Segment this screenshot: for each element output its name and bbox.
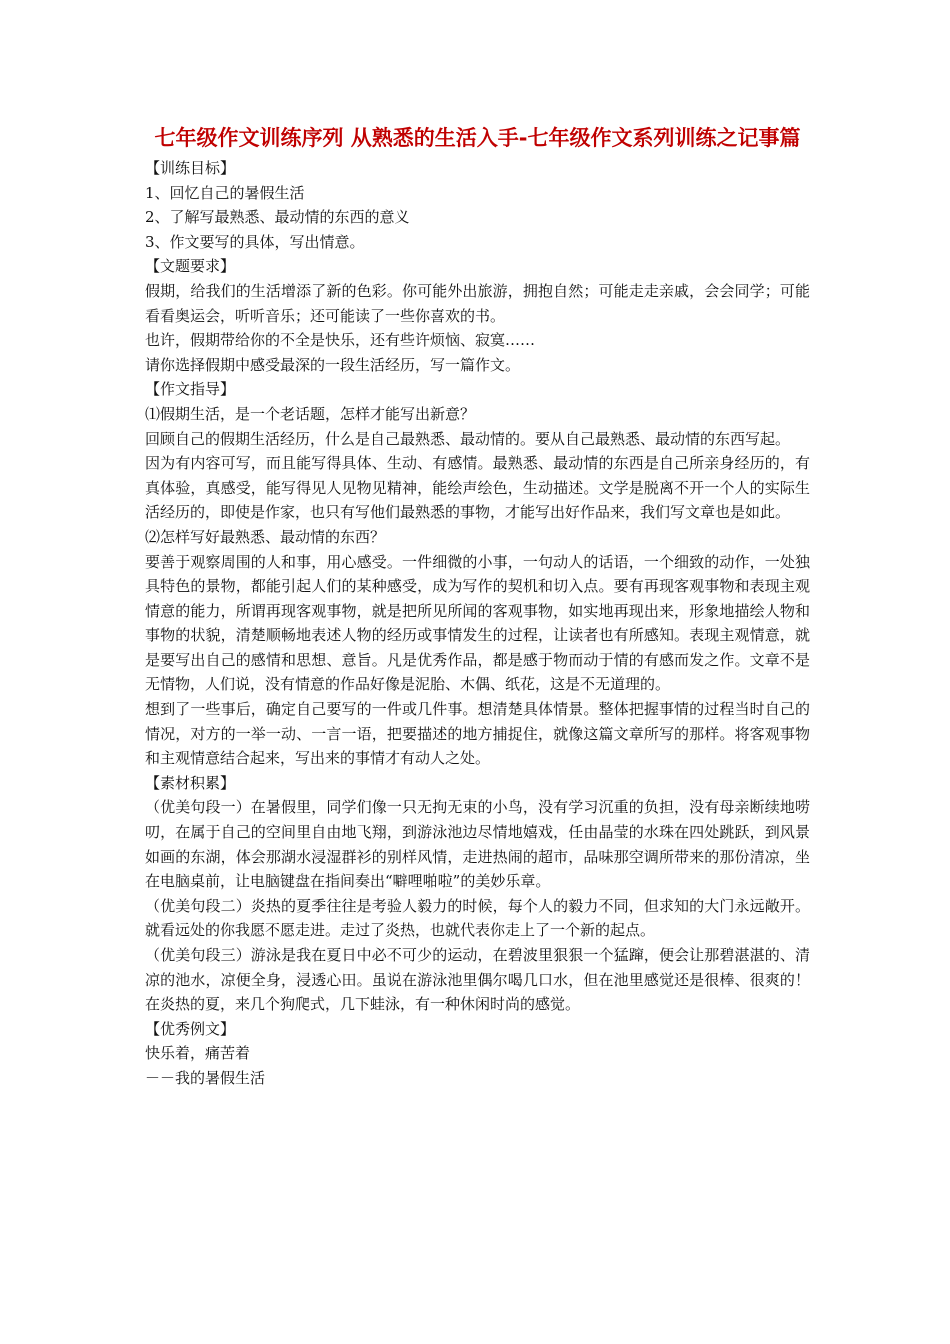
section-heading-material-accumulation: 【素材积累】	[145, 773, 236, 792]
paragraph: 要善于观察周围的人和事，用心感受。一件细微的小事，一句动人的话语，一个细致的动作，一处独具特色的景物，都能引起人们的某种感受，成为写作的契机和切入点。要有再现客观事物和表现主观情意的能力，所谓再现客观事物，就是把所见所闻的客观事物，如实地再现出来，形象地描绘人物和事物的状貌，清楚顺畅地表述人物的经历或事情发生的过程，让读者也有所感知。表现主观情意，就是要写出自己的感情和思想、意旨。凡是优秀作品，都是感于物而动于情的有感而发之作。文章不是无情物，人们说，没有情意的作品好像是泥胎、木偶、纸花，这是不无道理的。	[145, 552, 810, 694]
section-heading-writing-guidance: 【作文指导】	[145, 380, 236, 399]
essay-subtitle: －－我的暑假生活	[145, 1068, 266, 1087]
document-page	[145, 124, 810, 1091]
document-body	[145, 156, 810, 1091]
section-heading-sample-essay: 【优秀例文】	[145, 1019, 236, 1038]
paragraph: （优美句段二）炎热的夏季往往是考验人毅力的时候，每个人的毅力不同，但求知的大门永远敞开。就看远处的你我愿不愿走进。走过了炎热，也就代表你走上了一个新的起点。	[145, 896, 810, 940]
essay-title: 快乐着，痛苦着	[145, 1044, 251, 1063]
goal-item-2: 2、了解写最熟悉、最动情的东西的意义	[145, 208, 410, 227]
paragraph: 想到了一些事后，确定自己要写的一件或几件事。想清楚具体情景。整体把握事情的过程当时自己的情况，对方的一举一动、一言一语，把要描述的地方捕捉住，就像这篇文章所写的那样。将客观事物和主观情意结合起来，写出来的事情才有动人之处。	[145, 700, 810, 768]
paragraph: ⑵怎样写好最熟悉、最动情的东西？	[145, 527, 386, 546]
paragraph: （优美句段一）在暑假里，同学们像一只无拘无束的小鸟，没有学习沉重的负担，没有母亲断续地唠叨，在属于自己的空间里自由地飞翔，到游泳池边尽情地嬉戏，任由晶莹的水珠在四处跳跃，到风景如画的东湖，体会那湖水浸湿群衫的别样风情，走进热闹的超市，品味那空调所带来的那份清凉，坐在电脑桌前，让电脑键盘在指间奏出“噼哩啪啦”的美妙乐章。	[145, 798, 810, 891]
paragraph: （优美句段三）游泳是我在夏日中必不可少的运动，在碧波里狠狠一个猛蹿，便会让那碧湛湛的、清凉的池水，凉便全身，浸透心田。虽说在游泳池里偶尔喝几口水，但在池里感觉还是很棒、很爽的！在炎热的夏，来几个狗爬式，几下蛙泳，有一种休闲时尚的感觉。	[145, 946, 810, 1014]
paragraph: 因为有内容可写，而且能写得具体、生动、有感情。最熟悉、最动情的东西是自己所亲身经历的，有真体验，真感受，能写得见人见物见精神，能绘声绘色，生动描述。文学是脱离不开一个人的实际生活经历的，即使是作家，也只有写他们最熟悉的事物，才能写出好作品来，我们写文章也是如此。	[145, 454, 810, 522]
section-heading-training-goals: 【训练目标】	[145, 159, 236, 177]
goal-item-1: 1、回忆自己的暑假生活	[145, 183, 305, 202]
paragraph: 回顾自己的假期生活经历，什么是自己最熟悉、最动情的。要从自己最熟悉、最动情的东西写起。	[145, 429, 791, 448]
section-heading-topic-requirements: 【文题要求】	[145, 257, 236, 276]
paragraph: 请你选择假期中感受最深的一段生活经历，写一篇作文。	[145, 355, 521, 374]
paragraph: 假期，给我们的生活增添了新的色彩。你可能外出旅游，拥抱自然；可能走走亲戚，会会同学；可能看看奥运会，听听音乐；还可能读了一些你喜欢的书。	[145, 281, 810, 325]
goal-item-3: 3、作文要写的具体，写出情意。	[145, 232, 365, 251]
paragraph: ⑴假期生活，是一个老话题，怎样才能写出新意？	[145, 404, 476, 423]
paragraph: 也许，假期带给你的不全是快乐，还有些许烦恼、寂寞……	[145, 331, 536, 350]
document-title: 七年级作文训练序列 从熟悉的生活入手-七年级作文系列训练之记事篇	[154, 126, 801, 150]
